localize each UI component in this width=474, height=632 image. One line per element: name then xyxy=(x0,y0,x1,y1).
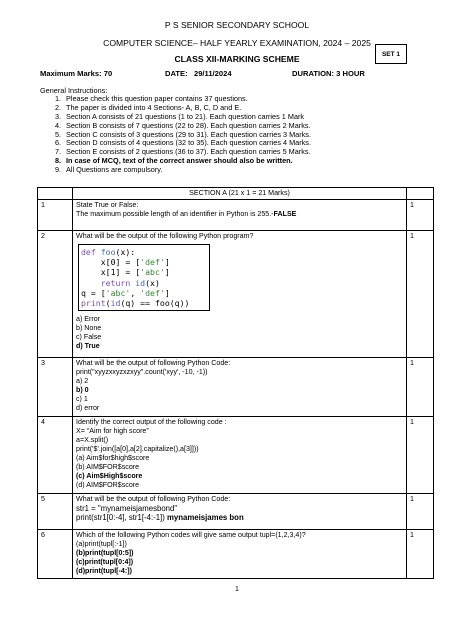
max-marks: Maximum Marks: 70 xyxy=(40,69,113,78)
question-marks: 1 xyxy=(407,358,434,417)
question-body: What will be the output of the following Python program? def foo(x): x[0] = ['def'] x[1] = ['abc'] return id(x) q = ['abc', 'def'] print(id(q) == foo(q)) a) Error b) None c) False d) True xyxy=(73,231,407,358)
answer: (c)print(tupl[0:4]) xyxy=(76,558,134,566)
question-marks: 1 xyxy=(407,417,434,494)
instruction-item: 9. All Questions are compulsory. xyxy=(55,165,163,175)
instruction-item: 8. In case of MCQ, text of the correct answer should also be written. xyxy=(55,156,293,166)
option: c) False xyxy=(76,333,102,342)
question-marks: 1 xyxy=(407,530,434,579)
school-name: P S SENIOR SECONDARY SCHOOL xyxy=(164,20,310,30)
instruction-item: 6. Section D consists of 4 questions (32 to 35). Each question carries 4 Marks. xyxy=(55,138,311,148)
exam-date: DATE: 29/11/2024 xyxy=(165,69,232,78)
question-number: 6 xyxy=(38,530,73,579)
question-number: 2 xyxy=(38,231,73,358)
question-body: What will be the output of following Python Code: str1 = "mynameisjamesbond" print(str1[0:-4], str1[-4:-1]) mynameisjames bon xyxy=(73,494,407,530)
question-body: State True or False: The maximum possible length of an identifier in Python is 255.-FALSE xyxy=(73,200,407,231)
instruction-item: 2. The paper is divided into 4 Sections- A, B, C, D and E. xyxy=(55,102,242,112)
answer: (c) Aim$High$score xyxy=(76,472,143,480)
exam-title: COMPUTER SCIENCE– HALF YEARLY EXAMINATION, 2024 – 2025 xyxy=(103,38,371,48)
section-header-row xyxy=(38,188,434,200)
question-body: Identify the correct output of the following code : X= “Aim for high score” a=X.split() print('$'.join([a[0],a[2].capitalize(),a[3]])) (a) Aim$for$high$score (b) AIM$FOR$score (c) Aim$High$score (d) AIM$FOR$score xyxy=(73,417,407,494)
answer: (d)print(tupl[-4:]) xyxy=(76,567,132,575)
instruction-item: 7. Section E consists of 2 questions (36 to 37). Each question carries 5 Marks. xyxy=(55,147,311,157)
question-marks: 1 xyxy=(407,494,434,530)
question-number: 4 xyxy=(38,417,73,494)
question-body: Which of the following Python codes will give same output tupl=(1,2,3,4)? (a)print(tupl[:-1]) (b)print(tupl[0:5]) (c)print(tupl[0:4]) (d)print(tupl[-4:]) xyxy=(73,530,407,579)
question-number: 3 xyxy=(38,358,73,417)
duration: DURATION: 3 HOUR xyxy=(292,69,365,78)
page-number: 1 xyxy=(235,586,239,593)
instruction-item: 4. Section B consists of 7 questions (22 to 28). Each question carries 2 Marks. xyxy=(55,120,311,130)
question-number: 5 xyxy=(38,494,73,530)
question-marks: 1 xyxy=(407,231,434,358)
question-row-2 xyxy=(38,231,434,358)
option: b) None xyxy=(76,324,102,333)
question-row-3 xyxy=(38,358,434,417)
instructions-list xyxy=(55,95,311,175)
instruction-item: 3. Section A consists of 21 questions (1 to 21). Each question carries 1 Mark xyxy=(55,111,305,121)
answer: FALSE xyxy=(273,210,297,218)
instructions-title: General Instructions: xyxy=(40,86,108,95)
question-body: What will be the output of following Python Code: print("xyyzxxyzxzxyy".count('xyy', -10, -1)) a) 2 b) 0 c) 1 d) error xyxy=(73,358,407,417)
instruction-item: 1. Please check this question paper contains 37 questions. xyxy=(55,94,248,103)
instruction-item: 5. Section C consists of 3 questions (29 to 31). Each question carries 3 Marks. xyxy=(55,129,311,139)
scheme-title: CLASS XII-MARKING SCHEME xyxy=(174,54,300,64)
answer: b) 0 xyxy=(76,386,89,394)
questions-table xyxy=(37,187,434,579)
question-row-6 xyxy=(38,530,434,579)
code-snippet: def foo(x): x[0] = ['def'] x[1] = ['abc'] return id(x) q = ['abc', 'def'] print(id(q) == foo(q)) xyxy=(78,244,210,311)
question-row-5 xyxy=(38,494,434,530)
answer: mynameisjames bon xyxy=(167,513,244,522)
question-marks: 1 xyxy=(407,200,434,231)
question-row-1 xyxy=(38,200,434,231)
question-row-4 xyxy=(38,417,434,494)
answer: d) True xyxy=(76,342,100,351)
option: a) Error xyxy=(76,315,101,324)
answer: (b)print(tupl[0:5]) xyxy=(76,549,134,557)
section-a-heading: SECTION A (21 x 1 = 21 Marks) xyxy=(73,188,407,200)
set-badge: SET 1 xyxy=(375,44,407,64)
question-number: 1 xyxy=(38,200,73,231)
